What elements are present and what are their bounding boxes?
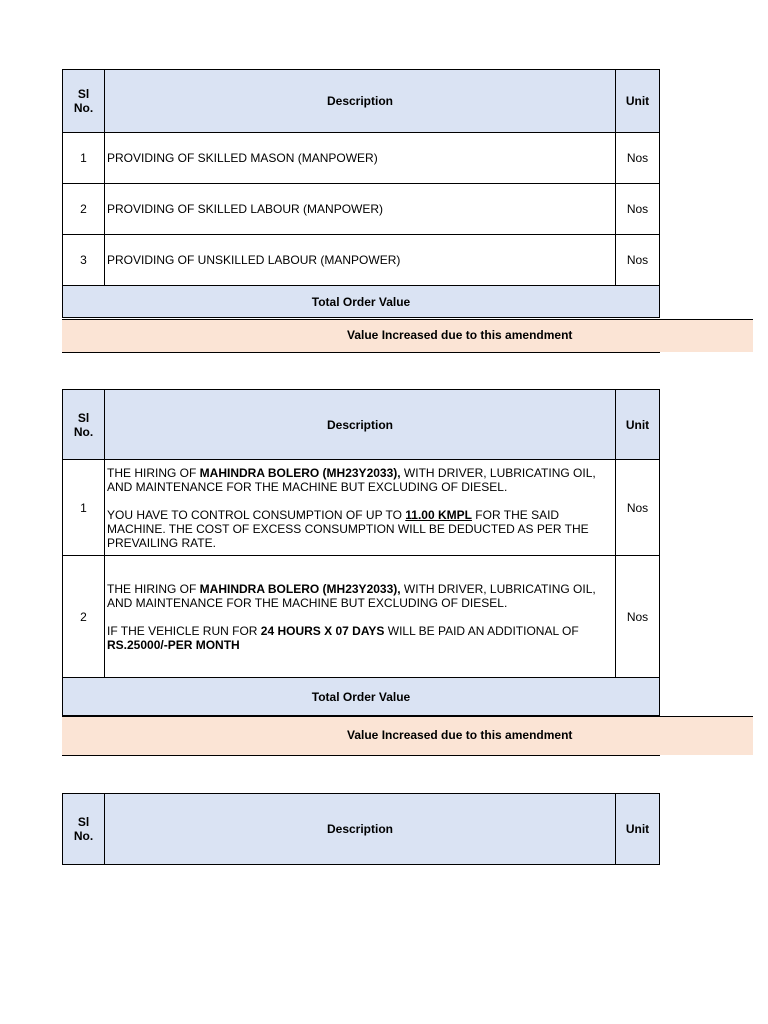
table-1 [62, 69, 660, 318]
description-cell [105, 460, 616, 556]
description-paragraph [107, 508, 615, 550]
description-paragraph [107, 624, 615, 652]
vehicle-name: MAHINDRA BOLERO (MH23Y2033), [199, 581, 401, 596]
table-header-row [63, 794, 660, 865]
description-header: Description [105, 794, 616, 865]
description-header: Description [105, 390, 616, 460]
amendment-row [62, 319, 753, 352]
sl-no-cell: 1 [63, 133, 105, 184]
amendment-row [62, 716, 753, 755]
duration-value: 24 HOURS X 07 DAYS [260, 623, 385, 638]
description-paragraph [107, 466, 615, 494]
description-paragraph [107, 582, 615, 610]
table-2 [62, 389, 660, 716]
amendment-label: Value Increased due to this amendment [347, 328, 573, 342]
table-row [63, 556, 660, 678]
table-header-row [63, 390, 660, 460]
text-run: YOU HAVE TO CONTROL CONSUMPTION OF UP TO [107, 507, 406, 522]
table-row [63, 184, 660, 235]
total-row [63, 286, 660, 318]
unit-header: Unit [616, 70, 660, 133]
text-run: WITH DRIVER, LUBRICATING OIL, AND MAINTENANCE FOR THE MACHINE BUT EXCLUDING OF DIESEL. [107, 581, 596, 610]
text-run: THE HIRING OF [107, 581, 200, 596]
amendment-label: Value Increased due to this amendment [347, 728, 573, 742]
total-order-value-label: Total Order Value [63, 286, 660, 318]
sl-no-cell: 2 [63, 184, 105, 235]
total-row [63, 678, 660, 716]
table-3 [62, 793, 660, 865]
unit-cell: Nos [616, 460, 660, 556]
unit-cell: Nos [616, 184, 660, 235]
unit-cell: Nos [616, 556, 660, 678]
unit-header: Unit [616, 390, 660, 460]
text-run: WITH DRIVER, LUBRICATING OIL, AND MAINTENANCE FOR THE MACHINE BUT EXCLUDING OF DIESEL. [107, 465, 596, 494]
description-header: Description [105, 70, 616, 133]
sl-no-cell: 2 [63, 556, 105, 678]
sl-no-cell: 1 [63, 460, 105, 556]
table-row [63, 133, 660, 184]
sl-no-header: Sl No. [63, 70, 105, 133]
description-cell [105, 556, 616, 678]
additional-payment-value: RS.25000/-PER MONTH [107, 637, 240, 652]
description-cell: PROVIDING OF SKILLED LABOUR (MANPOWER) [105, 184, 616, 235]
text-run: IF THE VEHICLE RUN FOR [107, 623, 261, 638]
sl-no-cell: 3 [63, 235, 105, 286]
total-order-value-label: Total Order Value [63, 678, 660, 716]
description-cell: PROVIDING OF SKILLED MASON (MANPOWER) [105, 133, 616, 184]
table-row [63, 235, 660, 286]
table-header-row [63, 70, 660, 133]
vehicle-name: MAHINDRA BOLERO (MH23Y2033), [199, 465, 401, 480]
table-row [63, 460, 660, 556]
description-cell: PROVIDING OF UNSKILLED LABOUR (MANPOWER) [105, 235, 616, 286]
mileage-value: 11.00 KMPL [405, 507, 472, 522]
unit-cell: Nos [616, 133, 660, 184]
sl-no-header: Sl No. [63, 390, 105, 460]
text-run: THE HIRING OF [107, 465, 200, 480]
sl-no-header: Sl No. [63, 794, 105, 865]
unit-cell: Nos [616, 235, 660, 286]
text-run: FOR THE SAID MACHINE. THE COST OF EXCESS CONSUMPTION WILL BE DEDUCTED AS PER THE PREVAILING RATE. [107, 507, 589, 550]
unit-header: Unit [616, 794, 660, 865]
text-run: WILL BE PAID AN ADDITIONAL OF [384, 623, 579, 638]
